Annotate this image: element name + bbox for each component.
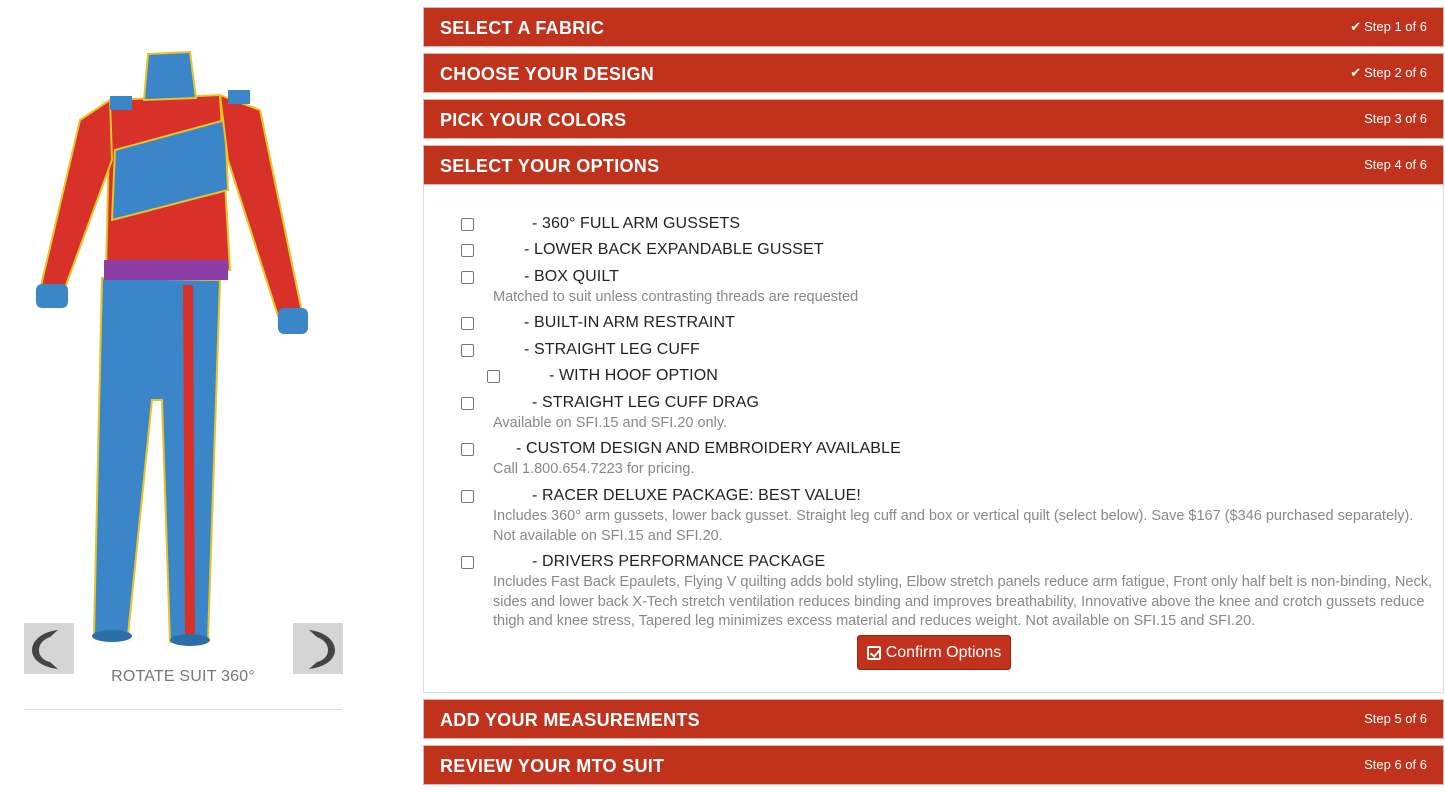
step-count: Step 3 of 6 [1364, 111, 1427, 126]
option-custom-design-embroidery: - CUSTOM DESIGN AND EMBROIDERY AVAILABLE [424, 439, 1424, 461]
option-with-hoof: - WITH HOOF OPTION [424, 366, 1424, 388]
option-racer-deluxe-package: - RACER DELUXE PACKAGE: BEST VALUE! [424, 486, 1424, 508]
check-square-icon [867, 646, 881, 660]
option-box-quilt: - BOX QUILT [424, 267, 1424, 289]
step-count: ✔ Step 2 of 6 [1350, 65, 1427, 80]
suit-viewer [0, 0, 400, 793]
divider [24, 709, 342, 710]
step-count: Step 5 of 6 [1364, 711, 1427, 726]
step-title: PICK YOUR COLORS [440, 110, 627, 130]
option-note: Includes Fast Back Epaulets, Flying V quilting adds bold styling, Elbow stretch panels reduce arm fatigue, Front only half belt is non-binding, Neck, sides and lower back X-Tech stretch ventilation reduces binding and improves breathability, Innovative above the knee and crotch gussets reduce thigh and knee stress, Tapered leg minimizes excess material and reduces weight. Not available on SFI.15 and SFI.20. [493, 574, 1432, 629]
option-360-full-arm-gussets: - 360° FULL ARM GUSSETS [424, 214, 1424, 236]
step-title: ADD YOUR MEASUREMENTS [440, 710, 700, 730]
rotate-suit-label: ROTATE SUIT 360° [111, 668, 255, 685]
checkmark-icon: ✔ [1350, 65, 1362, 80]
step-title: SELECT YOUR OPTIONS [440, 156, 660, 176]
option-checkbox[interactable] [487, 370, 500, 383]
options-panel [423, 185, 1444, 693]
option-checkbox[interactable] [461, 218, 474, 231]
option-note: Matched to suit unless contrasting threads are requested [493, 289, 859, 305]
suit-preview-image [20, 40, 330, 650]
option-built-in-arm-restraint: - BUILT-IN ARM RESTRAINT [424, 313, 1424, 335]
option-checkbox[interactable] [461, 344, 474, 357]
option-checkbox[interactable] [461, 556, 474, 569]
option-checkbox[interactable] [461, 397, 474, 410]
step-select-fabric[interactable] [423, 7, 1444, 47]
step-title: CHOOSE YOUR DESIGN [440, 64, 655, 84]
rotate-right-button[interactable] [293, 623, 343, 674]
checkmark-icon: ✔ [1350, 19, 1362, 34]
option-straight-leg-cuff: - STRAIGHT LEG CUFF [424, 340, 1424, 362]
step-add-measurements[interactable] [423, 699, 1444, 739]
step-choose-design[interactable] [423, 53, 1444, 93]
option-checkbox[interactable] [461, 490, 474, 503]
step-count: Step 4 of 6 [1364, 157, 1427, 172]
rotate-left-arrow-icon [26, 626, 72, 672]
option-checkbox[interactable] [461, 271, 474, 284]
step-select-options[interactable] [423, 145, 1444, 185]
step-review-suit[interactable] [423, 745, 1444, 785]
option-note: Includes 360° arm gussets, lower back gusset. Straight leg cuff and box or vertical quilt (select below). Save $167 ($346 purchased separately). Not available on SFI.15 and SFI.20. [493, 508, 1414, 544]
step-title: REVIEW YOUR MTO SUIT [440, 756, 665, 776]
step-accordion [423, 7, 1444, 791]
step-count: Step 6 of 6 [1364, 757, 1427, 772]
step-pick-colors[interactable] [423, 99, 1444, 139]
rotate-left-button[interactable] [24, 623, 74, 674]
step-title: SELECT A FABRIC [440, 18, 605, 38]
confirm-options-button[interactable]: Confirm Options [857, 635, 1011, 670]
step-count: ✔ Step 1 of 6 [1350, 19, 1427, 34]
option-checkbox[interactable] [461, 443, 474, 456]
option-drivers-performance-package: - DRIVERS PERFORMANCE PACKAGE [424, 552, 1424, 574]
rotate-right-arrow-icon [295, 626, 341, 672]
option-straight-leg-cuff-drag: - STRAIGHT LEG CUFF DRAG [424, 393, 1424, 415]
option-lower-back-expandable-gusset: - LOWER BACK EXPANDABLE GUSSET [424, 240, 1424, 262]
option-note: Available on SFI.15 and SFI.20 only. [493, 415, 728, 431]
option-note: Call 1.800.654.7223 for pricing. [493, 461, 695, 477]
option-checkbox[interactable] [461, 244, 474, 257]
option-checkbox[interactable] [461, 317, 474, 330]
